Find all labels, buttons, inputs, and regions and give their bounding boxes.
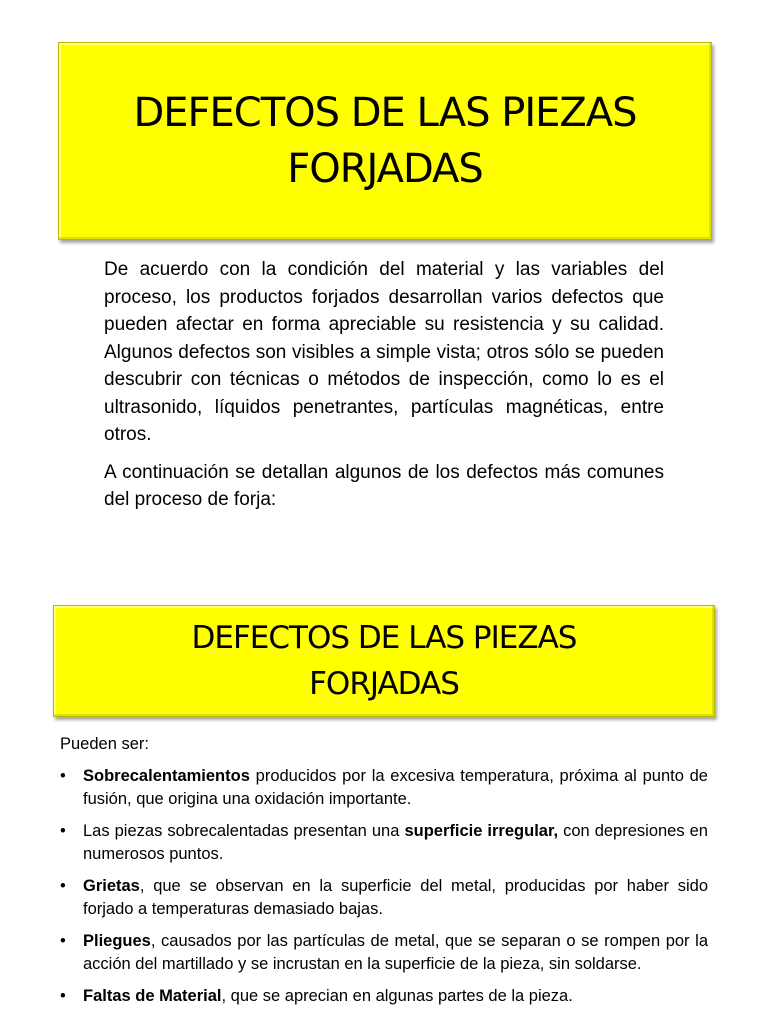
list-item-text: , causados por las partículas de metal, que se separan o se rompen por la acción del martillado y se incrustan en la superficie de la pieza, sin soldarse. (83, 932, 708, 973)
slide2-title-line1: DEFECTOS DE LAS PIEZAS (191, 620, 577, 656)
list-item-bold: Pliegues (83, 932, 151, 950)
list-item-bold: Sobrecalentamientos (83, 767, 250, 785)
bullet-icon: • (60, 767, 66, 785)
list-item-grietas (60, 875, 708, 921)
list-item-text: producidos por la excesiva temperatura, próxima al punto de fusión, que origina una oxidación importante. (83, 767, 708, 808)
slide2-title (192, 615, 577, 707)
bullet-icon: • (60, 932, 66, 950)
list-item-faltas-de-material (60, 985, 708, 1008)
slide1-paragraph-2: A continuación se detallan algunos de los defectos más comunes del proceso de forja: (104, 461, 664, 510)
defect-list (60, 765, 708, 1008)
list-item-bold: Grietas (83, 877, 140, 895)
list-item-text: , que se aprecian en algunas partes de la pieza. (221, 987, 573, 1005)
slide1-title-line1: DEFECTOS DE LAS PIEZAS (133, 90, 637, 136)
list-item-superficie-irregular (60, 820, 708, 866)
slide2-intro: Pueden ser: (60, 735, 149, 753)
slide1-title-line2: FORJADAS (287, 146, 483, 192)
list-item-bold: Faltas de Material (83, 987, 222, 1005)
slide1-title (133, 85, 636, 197)
list-item-text: con depresiones en numerosos puntos. (83, 822, 708, 863)
slide1-paragraph-1: De acuerdo con la condición del material y las variables del proceso, los productos forjados desarrollan varios defectos que pueden afectar en forma apreciable su resistencia y su calidad. Algunos defectos son visibles a simple vista; otros sólo se pueden descubrir con técnicas o métodos de inspección, como lo es el ultrasonido, líquidos penetrantes, partículas magnéticas, entre otros. (104, 259, 664, 445)
slide2-title-box (53, 605, 715, 717)
list-item-pre: Las piezas sobrecalentadas presentan una (83, 822, 405, 840)
list-item-pliegues (60, 930, 708, 976)
slide2-body (60, 733, 708, 1017)
slide2-title-line2: FORJADAS (309, 666, 459, 702)
bullet-icon: • (60, 877, 66, 895)
list-item-sobrecalentamientos (60, 765, 708, 811)
bullet-icon: • (60, 822, 66, 840)
list-item-text: , que se observan en la superficie del metal, producidas por haber sido forjado a temperaturas demasiado bajas. (83, 877, 708, 918)
slide1-body (104, 256, 664, 524)
list-item-bold: superficie irregular, (404, 822, 559, 840)
slide1-title-box (58, 42, 712, 240)
bullet-icon: • (60, 987, 66, 1005)
